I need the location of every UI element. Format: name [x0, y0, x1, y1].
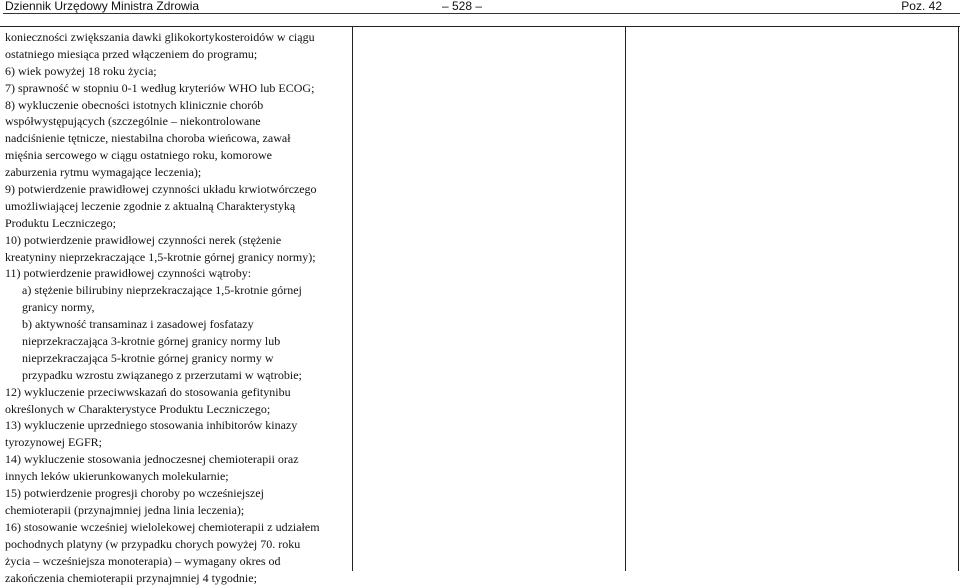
criteria-line: tyrozynowej EGFR; — [5, 434, 351, 451]
header-rule — [3, 13, 960, 14]
criteria-line: określonych w Charakterystyce Produktu Leczniczego; — [5, 401, 351, 418]
criteria-line: zaburzenia rytmu wymagające leczenia); — [5, 164, 351, 181]
criteria-column — [5, 29, 351, 586]
criteria-line: 15) potwierdzenie progresji choroby po wcześniejszej — [5, 485, 351, 502]
criteria-line: nadciśnienie tętnicze, niestabilna choroba wieńcowa, zawał — [5, 130, 351, 147]
criteria-line: 9) potwierdzenie prawidłowej czynności układu krwiotwórczego — [5, 181, 351, 198]
journal-title: Dziennik Urzędowy Ministra Zdrowia — [5, 0, 199, 12]
criteria-line: 14) wykluczenie stosowania jednoczesnej chemioterapii oraz — [5, 451, 351, 468]
criteria-line: innych leków ukierunkowanych molekularnie; — [5, 468, 351, 485]
column-divider-2 — [625, 26, 626, 571]
criteria-line: nieprzekraczająca 5-krotnie górnej granicy normy w — [5, 350, 351, 367]
criteria-line: a) stężenie bilirubiny nieprzekraczające 1,5-krotnie górnej — [5, 282, 351, 299]
table-grid — [0, 26, 960, 571]
table-top-border — [0, 26, 960, 27]
column-divider-3 — [958, 26, 959, 571]
criteria-line: przypadku wzrostu związanego z przerzutami w wątrobie; — [5, 367, 351, 384]
criteria-line: życia – wcześniejsza monoterapia) – wymagany okres od — [5, 553, 351, 570]
criteria-line: 7) sprawność w stopniu 0-1 według kryteriów WHO lub ECOG; — [5, 80, 351, 97]
criteria-line: zakończenia chemioterapii przynajmniej 4 tygodnie; — [5, 570, 351, 586]
criteria-line: 6) wiek powyżej 18 roku życia; — [5, 63, 351, 80]
page-number: – 528 – — [442, 0, 482, 12]
criteria-line: 10) potwierdzenie prawidłowej czynności nerek (stężenie — [5, 232, 351, 249]
criteria-line: 11) potwierdzenie prawidłowej czynności wątroby: — [5, 265, 351, 282]
criteria-line: pochodnych platyny (w przypadku chorych powyżej 70. roku — [5, 536, 351, 553]
criteria-line: 16) stosowanie wcześniej wielolekowej chemioterapii z udziałem — [5, 519, 351, 536]
criteria-line: ostatniego miesiąca przed włączeniem do programu; — [5, 46, 351, 63]
criteria-line: 13) wykluczenie uprzedniego stosowania inhibitorów kinazy — [5, 417, 351, 434]
page-header — [0, 0, 960, 14]
column-divider-1 — [352, 26, 353, 571]
criteria-line: kreatyniny nieprzekraczające 1,5-krotnie górnej granicy normy); — [5, 249, 351, 266]
criteria-line: mięśnia sercowego w ciągu ostatniego roku, komorowe — [5, 147, 351, 164]
position-number: Poz. 42 — [901, 0, 942, 12]
criteria-line: nieprzekraczająca 3-krotnie górnej granicy normy lub — [5, 333, 351, 350]
criteria-line: chemioterapii (przynajmniej jedna linia leczenia); — [5, 502, 351, 519]
criteria-line: Produktu Leczniczego; — [5, 215, 351, 232]
criteria-line: 8) wykluczenie obecności istotnych klinicznie chorób — [5, 97, 351, 114]
criteria-line: konieczności zwiększania dawki glikokortykosteroidów w ciągu — [5, 29, 351, 46]
criteria-line: 12) wykluczenie przeciwwskazań do stosowania gefitynibu — [5, 384, 351, 401]
criteria-line: b) aktywność transaminaz i zasadowej fosfatazy — [5, 316, 351, 333]
criteria-line: granicy normy, — [5, 299, 351, 316]
criteria-line: współwystępujących (szczególnie – niekontrolowane — [5, 113, 351, 130]
criteria-line: umożliwiającej leczenie zgodnie z aktualną Charakterystyką — [5, 198, 351, 215]
